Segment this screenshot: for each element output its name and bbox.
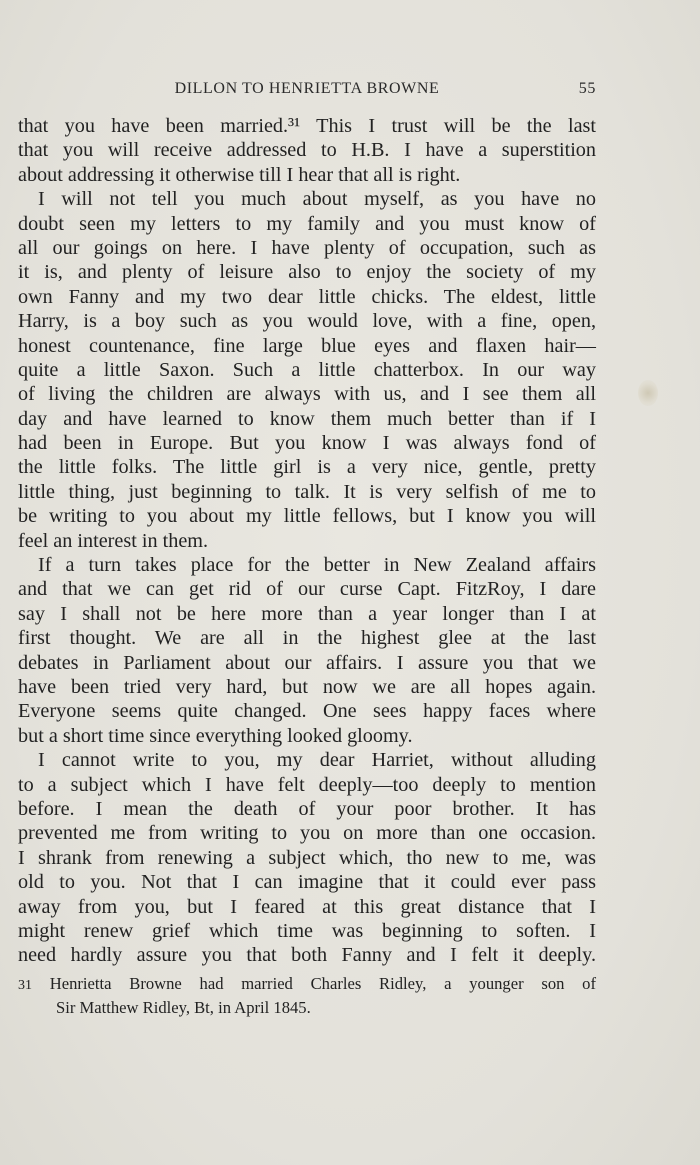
footnote-text: Henrietta Browne had married Charles Ridley, a younger son of <box>49 974 597 993</box>
text-line: of living the children are always with us, and I see them all <box>18 383 596 406</box>
text-line: all our goings on here. I have plenty of occupation, such as <box>18 236 596 259</box>
text-line: little thing, just beginning to talk. It is very selfish of me to <box>18 480 596 503</box>
text-line: it is, and plenty of leisure also to enjoy the society of my <box>18 261 596 284</box>
text-line: that you will receive addressed to H.B. I have a superstition <box>18 139 596 162</box>
text-line: prevented me from writing to you on more than one occasion. <box>18 822 596 845</box>
text-line: day and have learned to know them much better than if I <box>18 407 596 430</box>
text-line: I will not tell you much about myself, as you have no <box>38 188 596 211</box>
text-line: old to you. Not that I can imagine that it could ever pass <box>18 871 596 894</box>
text-line: had been in Europe. But you know I was always fond of <box>18 432 596 455</box>
letter-body <box>18 114 596 968</box>
text-line: need hardly assure you that both Fanny and I felt it deeply. <box>18 944 596 967</box>
text-line: but a short time since everything looked gloomy. <box>18 724 413 747</box>
text-line: I shrank from renewing a subject which, tho new to me, was <box>18 846 596 869</box>
text-line: feel an interest in them. <box>18 529 209 552</box>
text-line: the little folks. The little girl is a very nice, gentle, pretty <box>18 456 596 479</box>
running-head-title: DILLON TO HENRIETTA BROWNE <box>174 80 440 97</box>
text-line: before. I mean the death of your poor brother. It has <box>18 797 596 820</box>
text-line: away from you, but I feared at this great distance that I <box>18 895 596 918</box>
text-line: Harry, is a boy such as you would love, with a fine, open, <box>18 310 596 333</box>
footnote-line <box>18 973 596 997</box>
text-line: about addressing it otherwise till I hear that all is right. <box>18 163 461 186</box>
text-line: quite a little Saxon. Such a little chatterbox. In our way <box>18 358 596 381</box>
text-line: that you have been married.³¹ This I trust will be the last <box>18 115 596 137</box>
text-line: doubt seen my letters to my family and you must know of <box>18 212 596 235</box>
text-line: might renew grief which time was beginning to soften. I <box>18 919 596 942</box>
text-line: say I shall not be here more than a year longer than I at <box>18 602 596 625</box>
text-line: If a turn takes place for the better in New Zealand affairs <box>38 554 596 577</box>
text-line: be writing to you about my little fellows, but I know you will <box>18 505 596 528</box>
text-line: debates in Parliament about our affairs. I assure you that we <box>18 651 596 674</box>
footnote-line: Sir Matthew Ridley, Bt, in April 1845. <box>56 998 311 1017</box>
text-line: and that we can get rid of our curse Capt. FitzRoy, I dare <box>18 578 596 601</box>
text-line: own Fanny and my two dear little chicks. The eldest, little <box>18 285 596 308</box>
page-number: 55 <box>578 80 596 97</box>
text-line: have been tried very hard, but now we are all hopes again. <box>18 675 596 698</box>
footnote <box>18 973 596 1019</box>
text-line: I cannot write to you, my dear Harriet, without alluding <box>38 749 596 772</box>
text-line: first thought. We are all in the highest glee at the last <box>18 627 596 650</box>
paper-smudge <box>638 380 658 406</box>
running-head <box>18 80 596 102</box>
text-line: Everyone seems quite changed. One sees happy faces where <box>18 700 596 723</box>
footnote-marker: 31 <box>18 978 32 993</box>
text-line: honest countenance, fine large blue eyes and flaxen hair— <box>18 334 596 357</box>
text-line: to a subject which I have felt deeply—too deeply to mention <box>18 773 596 796</box>
